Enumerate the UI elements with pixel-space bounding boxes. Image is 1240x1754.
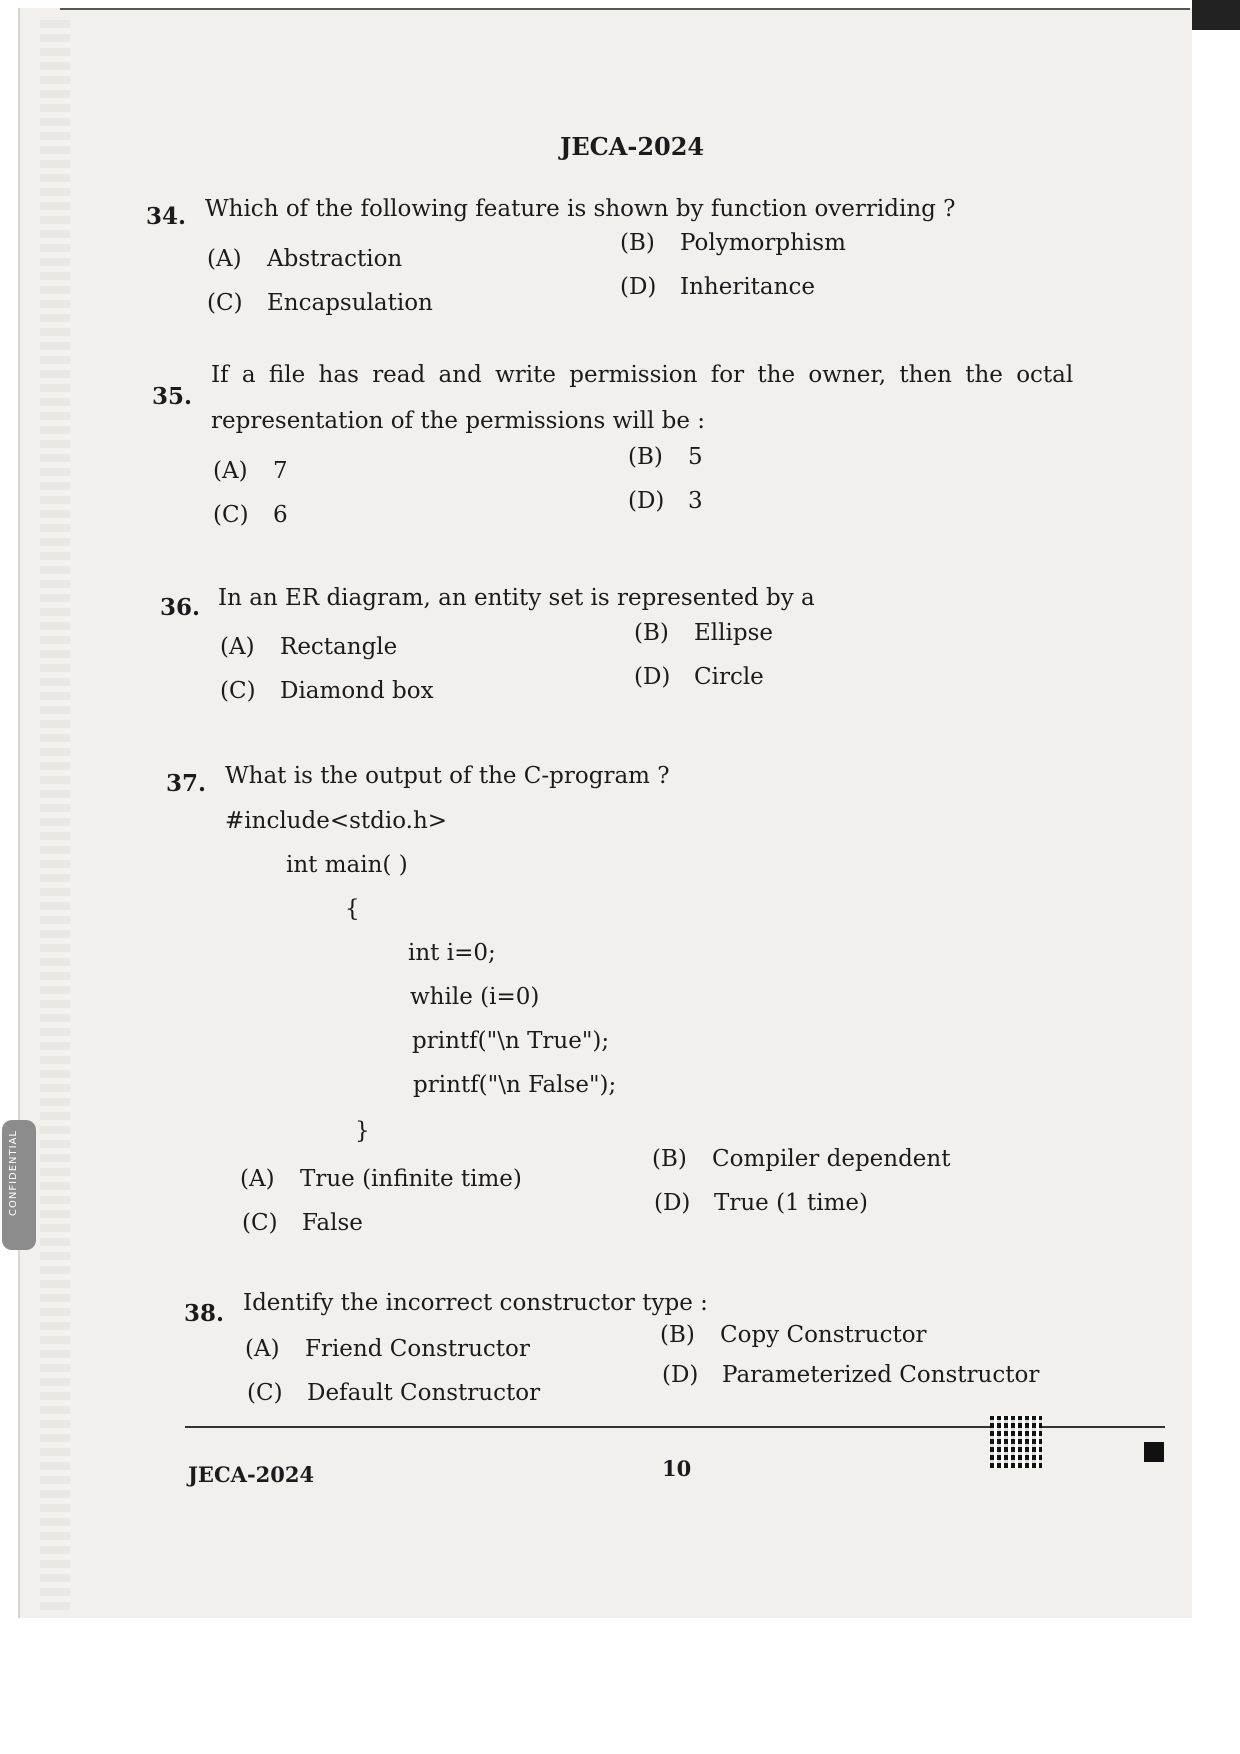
question-text: What is the output of the C-program ? xyxy=(225,763,670,789)
option-b[interactable]: (B) Polymorphism xyxy=(620,230,846,256)
option-b[interactable]: (B) 5 xyxy=(628,444,703,470)
option-b[interactable]: (B) Compiler dependent xyxy=(652,1146,951,1172)
option-d[interactable]: (D) True (1 time) xyxy=(654,1190,868,1216)
option-d[interactable]: (D) Parameterized Constructor xyxy=(662,1362,1040,1388)
option-d[interactable]: (D) Inheritance xyxy=(620,274,815,300)
page-header: JECA-2024 xyxy=(560,132,705,161)
option-a[interactable]: (A) 7 xyxy=(213,458,288,484)
qr-code-icon xyxy=(990,1416,1042,1468)
top-edge-line xyxy=(60,8,1190,10)
code-line: while (i=0) xyxy=(410,984,540,1010)
code-line: } xyxy=(355,1118,370,1144)
code-line: int i=0; xyxy=(408,940,496,966)
question-text: Identify the incorrect constructor type : xyxy=(243,1290,708,1316)
code-line: int main( ) xyxy=(286,852,408,878)
option-d[interactable]: (D) 3 xyxy=(628,488,703,514)
question-number: 36. xyxy=(160,594,201,621)
option-c[interactable]: (C) False xyxy=(242,1210,363,1236)
confidential-tab: CONFIDENTIAL xyxy=(2,1120,36,1250)
option-a[interactable]: (A) True (infinite time) xyxy=(240,1166,522,1192)
option-a[interactable]: (A) Friend Constructor xyxy=(245,1336,530,1362)
question-text: In an ER diagram, an entity set is represented by a xyxy=(218,585,815,611)
option-d[interactable]: (D) Circle xyxy=(634,664,764,690)
question-number: 37. xyxy=(166,770,207,797)
option-b[interactable]: (B) Copy Constructor xyxy=(660,1322,927,1348)
question-text-line-2: representation of the permissions will be : xyxy=(211,408,706,434)
question-text: Which of the following feature is shown by function overriding ? xyxy=(205,196,956,222)
question-number: 38. xyxy=(184,1300,225,1327)
option-c[interactable]: (C) Default Constructor xyxy=(247,1380,541,1406)
code-line: #include<stdio.h> xyxy=(225,808,448,834)
scan-corner xyxy=(1192,0,1240,30)
question-text-line-1: If a file has read and write permission for the owner, then the octal xyxy=(211,362,1074,388)
footer-exam-code: JECA-2024 xyxy=(188,1462,315,1487)
question-number: 34. xyxy=(146,203,187,230)
option-a[interactable]: (A) Abstraction xyxy=(207,246,403,272)
option-a[interactable]: (A) Rectangle xyxy=(220,634,398,660)
question-number: 35. xyxy=(152,383,193,410)
option-c[interactable]: (C) Diamond box xyxy=(220,678,434,704)
square-marker-icon xyxy=(1144,1442,1164,1462)
code-line: { xyxy=(345,896,360,922)
option-b[interactable]: (B) Ellipse xyxy=(634,620,773,646)
code-line: printf("\n False"); xyxy=(413,1072,617,1098)
option-c[interactable]: (C) Encapsulation xyxy=(207,290,433,316)
page-edge-shadow xyxy=(40,20,70,1610)
page-number: 10 xyxy=(662,1456,692,1481)
option-c[interactable]: (C) 6 xyxy=(213,502,288,528)
code-line: printf("\n True"); xyxy=(412,1028,610,1054)
